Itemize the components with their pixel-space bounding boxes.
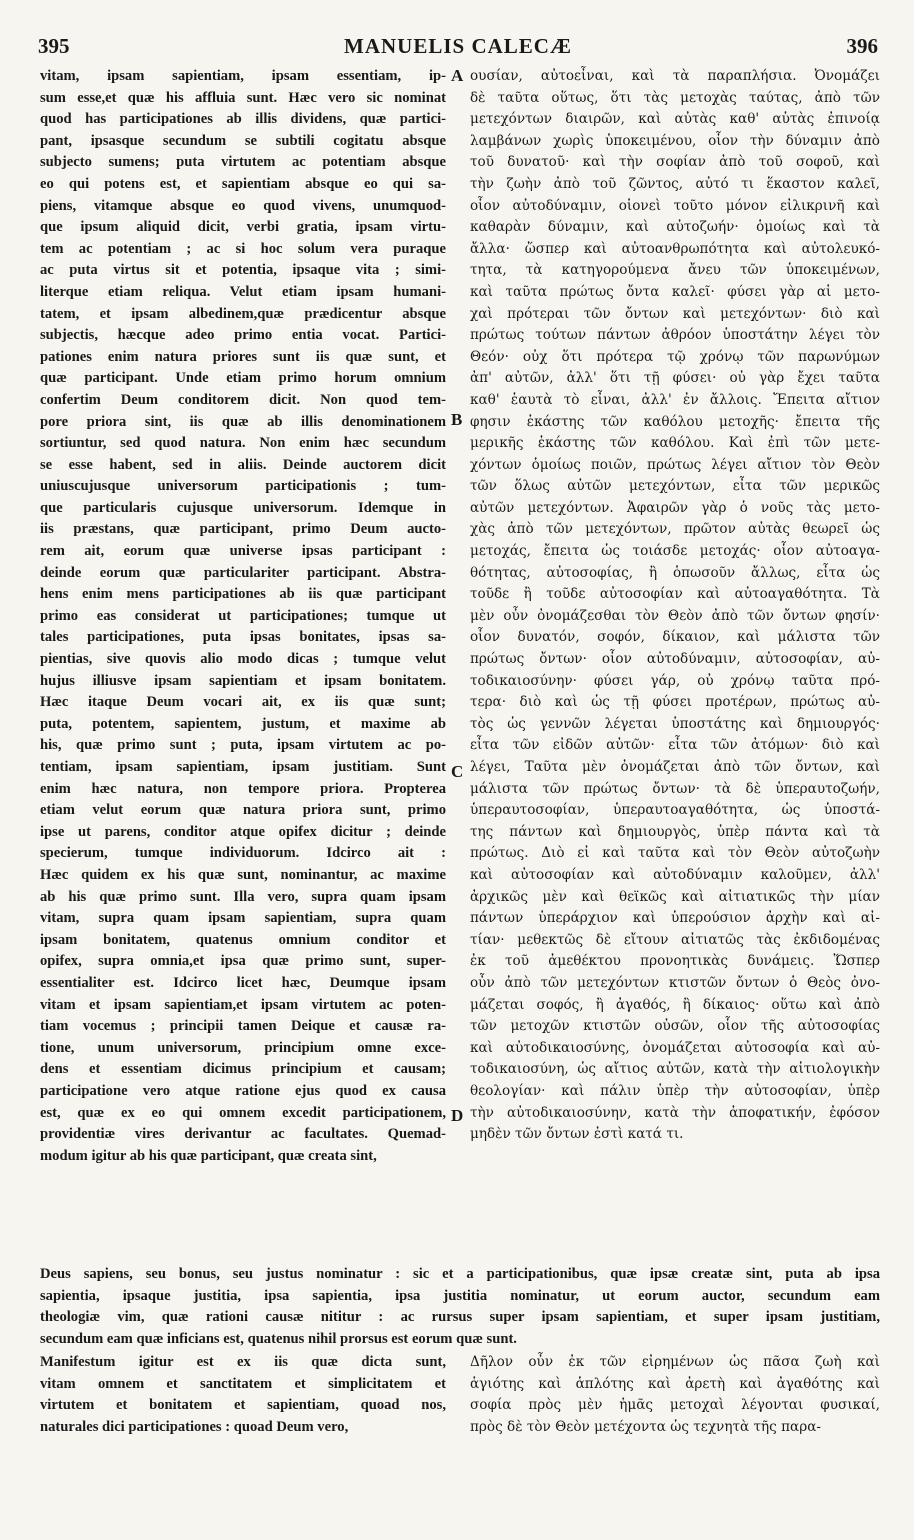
greek-column-lower (470, 1352, 880, 1438)
greek-text-line: χὰς ἀπὸ τῶν μετεχόντων, πρῶτον αὐτὰς θεωρεῖ ὡς (470, 521, 880, 538)
greek-text-line: δὲ ταῦτα οὕτως, ὅτι τὰς μετοχὰς ταύτας, ἀπὸ τῶν (470, 89, 880, 106)
latin-text-line: dens et essentiam dicimus principium et causam; (40, 1061, 446, 1078)
latin-text-line: Hæc itaque Deum vocari ait, ex iis quæ sunt; (40, 694, 446, 711)
section-marker-b: B (451, 410, 463, 429)
greek-text-line: ἄλλα· ὥσπερ καὶ αὐτοανθρωπότητα καὶ αὐτολευκό- (470, 240, 880, 257)
latin-text-line: subjectis, hæcque adeo primo entia vocat. Partici- (40, 327, 446, 344)
spanning-text-line: theologiæ vim, quæ rationi causæ nititur : ac rursus super ipsam sapientiam, et super ipsam justitiam, (40, 1309, 880, 1326)
latin-text-line: sum esse,et quæ his affluia sunt. Hæc vero sic nominat (40, 89, 446, 106)
page-number-right: 396 (846, 34, 878, 58)
greek-text-line: Θεόν· οὐχ ὅτι πρότερα τῷ χρόνῳ τῶν παρωνύμων (470, 348, 880, 365)
latin-text-line: Manifestum igitur est ex iis quæ dicta sunt, (40, 1354, 446, 1370)
greek-text-line: αὐτῶν μετεχόντων. Ἀφαιρῶν γὰρ ὁ νοῦς τὰς μετο- (470, 499, 880, 516)
latin-text-line: his, quæ primo sunt ; puta, ipsam virtutem ac po- (40, 737, 446, 754)
greek-text-line: Δῆλον οὖν ἐκ τῶν εἰρημένων ὡς πᾶσα ζωὴ καὶ (470, 1354, 880, 1370)
latin-text-line: que particularis cujusque universorum. Idemque in (40, 499, 446, 516)
latin-text-line: quod has participationes ab illis dividens, quæ partici- (40, 111, 446, 128)
latin-text-line: tatem, et ipsam albedinem,quæ prædicentur absque (40, 305, 446, 322)
greek-text-line: οὖν ἀπὸ τῶν μετεχόντων κτιστῶν ὄντων ὁ Θεὸς ὀνο- (470, 974, 880, 991)
greek-text-line: εἶτα τῶν εἰδῶν αὐτῶν· εἶτα τῶν ἀτόμων· διὸ καὶ (470, 737, 880, 754)
spanning-text-line: secundum eam quæ inficians est, quatenus nihil prorsus est eorum quæ sunt. (40, 1330, 517, 1347)
greek-text-line: καὶ αὐτοσοφίαν καὶ αὐτοδύναμιν καλοῦμεν, ἀλλ' (470, 866, 880, 883)
greek-text-line: μερικῆς ἑκάστης τῶν καθόλου. Καὶ ἐπὶ τῶν μετε- (470, 435, 880, 452)
greek-text-line: πρώτως ὄντων· οἷον αὐτοδύναμιν, αὐτοσοφίαν, αὐ- (470, 651, 880, 668)
greek-text-line: θεολογίαν· καὶ πάλιν ὑπὲρ τὴν αὐτοσοφίαν, ὑπὲρ (470, 1082, 880, 1099)
latin-text-line: se esse habent, sed in aliis. Deinde auctorem dicit (40, 456, 446, 473)
greek-text-line: λαμβάνων χωρὶς ὑποκειμένου, οἷον τὴν δύναμιν ἀπὸ (470, 132, 880, 149)
greek-text-line: μετεχόντων διαιρῶν, καὶ αὐτὰς καθ' αὑτὰς ἐπινοίᾳ (470, 111, 880, 128)
greek-text-line: τὴν ζωὴν ἀπὸ τοῦ ζῶντος, αὐτό τι ἕκαστον καλεῖ, (470, 175, 880, 192)
latin-text-line: enim hæc natura, non tempore priora. Propterea (40, 780, 446, 797)
greek-text-line: ἀπ' αὐτῶν, ἀλλ' ὅτι τῇ φύσει· οὐ γὰρ ἔχει ταῦτα (470, 370, 880, 387)
greek-text-line: πάντων ὑπεράρχιον καὶ ὑπερούσιον ἀρχὴν καὶ αἰ- (470, 910, 880, 927)
greek-text-line: τοῦδε ἢ τοῦδε αὐτοσοφίαν καὶ αὐτοαγαθότητα. Τὰ (470, 586, 880, 603)
latin-text-line: rem ait, eorum quæ universe ipsas participant : (40, 543, 446, 560)
latin-text-line: pant, ipsasque secundum se subtili cogitatu absque (40, 132, 446, 149)
latin-text-line: pationes enim natura priores sunt iis quæ sunt, et (40, 348, 446, 365)
latin-text-line: uniuscujusque universorum participationis ; tum- (40, 478, 446, 495)
latin-text-line: pore priora sint, iis quæ ab illis denominationem (40, 413, 446, 430)
greek-text-line: μηδὲν τῶν ὄντων ἐστὶ κατά τι. (470, 1126, 684, 1143)
greek-text-line: πρώτως. Διὸ εἰ καὶ ταῦτα καὶ τὸν Θεὸν αὐτοζωὴν (470, 845, 880, 862)
latin-text-line: primo eas considerat ut participationes; tumque ut (40, 607, 446, 624)
greek-column (470, 66, 880, 1146)
latin-text-line: pientias, sive quovis alio modo dicas ; tumque velut (40, 651, 446, 668)
latin-text-line: participatione vero atque ratione ejus quod ex causa (40, 1082, 446, 1099)
greek-text-line: ουσίαν, αὐτοεἶναι, καὶ τὰ παραπλήσια. Ὀνομάζει (470, 68, 880, 84)
latin-text-line: vitam, supra quam ipsam sapientiam, supra quam (40, 910, 446, 927)
page-header (38, 34, 878, 64)
latin-text-line: puta, potentem, sapientem, justum, et maxime ab (40, 715, 446, 732)
latin-text-line: subjecto sumens; puta virtutem ac potentiam absque (40, 154, 446, 171)
latin-text-line: vitam et ipsam sapientiam,et ipsam virtutem ac poten- (40, 996, 446, 1013)
latin-text-line: tentiam, ipsam sapientiam, ipsam justitiam. Sunt (40, 759, 446, 775)
latin-text-line: modum igitur ab his quæ participant, quæ creata sint, (40, 1147, 377, 1164)
greek-text-line: ἐκ τοῦ ἀμεθέκτου προνοητικὰς δυνάμεις. Ὥσπερ (470, 953, 880, 970)
latin-text-line: vitam omnem et sanctitatem et simplicitatem et (40, 1375, 446, 1392)
greek-text-line: τοδικαιοσύνην· φύσει γάρ, οὐ χρόνῳ ταῦτα πρό- (470, 672, 880, 689)
greek-text-line: τερα· διὸ καὶ ὡς τῇ φύσει προτέρων, πρώτως αὐ- (470, 694, 880, 711)
latin-text-line: eo qui potens est, et sapientiam absque eo qui sa- (40, 175, 446, 192)
running-title: MANUELIS CALECÆ (344, 34, 572, 58)
greek-text-line: χαὶ πρότεραι τῶν ὄντων καὶ μετεχόντων· διὸ καὶ (470, 305, 880, 322)
greek-text-line: φησιν ἑκάστης τῶν καθόλου μετοχῆς· ἔπειτα τῆς (470, 413, 880, 430)
latin-text-line: virtutem et bonitatem et sapientiam, quoad nos, (40, 1397, 446, 1414)
greek-text-line: καθαρὰν δύναμιν, καὶ αὐτοζωήν· ὁμοίως καὶ τὰ (470, 219, 880, 236)
greek-text-line: πρὸς δὲ τὸν Θεὸν μετέχοντα ὡς τεχνητὰ τῆς παρα- (470, 1418, 821, 1435)
latin-text-line: ab his quæ primo sunt. Illa vero, supra quam ipsam (40, 888, 446, 905)
latin-text-line: hens enim mens participationes ab iis quæ participant (40, 586, 446, 603)
latin-text-line: literque etiam reliqua. Velut etiam ipsam humani- (40, 283, 446, 300)
greek-text-line: λέγει, Ταῦτα μὲν ὀνομάζεται ἀπὸ τῶν ὄντων, καὶ (470, 759, 880, 775)
spanning-text-line: sapientia, ipsaque justitia, ipsa sapientia, ipsa justitia nominatur, ut eorum auctor, secundum eam (40, 1287, 880, 1304)
spanning-paragraph (40, 1264, 880, 1350)
greek-text-line: μάλιστα τῶν πρώτως ὄντων· τὰ δὲ ὑπεραυτοζωήν, (470, 780, 880, 797)
greek-text-line: μετοχάς, ἔπειτα ὡς τοιάσδε μετοχάς· οἷον αὐτοαγα- (470, 543, 880, 560)
greek-text-line: οἷον δυνατόν, σοφόν, δίκαιον, καὶ μάλιστα τῶν (470, 629, 880, 646)
greek-text-line: καὶ ταῦτα πρώτως ὄντα καλεῖ· φύσει γὰρ αἱ μετο- (470, 283, 880, 300)
greek-text-line: τῶν μετοχῶν κτιστῶν οὐσῶν, οἷον τῆς αὐτοσοφίας (470, 1018, 880, 1035)
greek-text-line: τὸς ὡς γεννῶν λέγεται ὑποστάτης καὶ δημιουργός· (470, 715, 880, 732)
latin-text-line: ipsam bonitatem, quatenus omnium conditor et (40, 931, 446, 948)
greek-text-line: ὑπεραυτοσοφίαν, ὑπεραυτοαγαθότητα, ὡς ὑποστά- (470, 802, 880, 819)
latin-text-line: vitam, ipsam sapientiam, ipsam essentiam, ip- (40, 68, 446, 84)
spanning-text-line: Deus sapiens, seu bonus, seu justus nominatur : sic et a participationibus, quæ ipsæ creatæ sint, puta ab ipsa (40, 1266, 880, 1282)
latin-column-lower (40, 1352, 446, 1438)
greek-text-line: σοφία πρὸς μὲν ἡμᾶς μετοχαὶ λέγονται φυσικαί, (470, 1397, 880, 1414)
greek-text-line: τητα, τὰ κατηγορούμενα ἄνευ τῶν ὑποκειμένων, (470, 262, 880, 279)
greek-text-line: ἁγιότης καὶ ἁπλότης καὶ ἀρετὴ καὶ ἀγαθότης καὶ (470, 1375, 880, 1392)
latin-text-line: est, quæ ex eo qui omnem excedit participationem, (40, 1104, 446, 1121)
greek-text-line: καθ' ἑαυτὰ τὸ εἶναι, ἀλλ' ἐν ἄλλοις. Ἔπειτα αἴτιον (470, 391, 880, 408)
greek-text-line: πρώτως τούτων πάντων ἀθρόον ὑποστάτην λέγει τὸν (470, 327, 880, 344)
greek-text-line: τοῦ δυνατοῦ· καὶ τὴν σοφίαν ἀπὸ τοῦ σοφοῦ, καὶ (470, 154, 880, 171)
greek-text-line: μὲν οὖν ὀνομάζεσθαι τὸν Θεὸν ἀπὸ τῶν ὄντων φησίν· (470, 607, 880, 624)
latin-text-line: que ipsum aliquid dicit, verbi gratia, ipsam virtu- (40, 219, 446, 236)
greek-text-line: χόντων ὁμοίως ποιῶν, πρώτως λέγει αἴτιον τὸν Θεὸν (470, 456, 880, 473)
latin-text-line: tem ac potentiam ; ac si hoc solum vera puraque (40, 240, 446, 257)
latin-text-line: tione, unum universorum, principium omne exce- (40, 1039, 446, 1056)
greek-text-line: τῶν ὅλως αὐτῶν μετεχόντων, εἶτα τῶν μερικῶς (470, 478, 880, 495)
latin-text-line: sortiuntur, sed quod natura. Non enim hæc secundum (40, 435, 446, 452)
latin-text-line: deinde eorum quæ particulariter participant. Abstra- (40, 564, 446, 581)
latin-text-line: essentialiter est. Idcirco licet hæc, Deumque ipsam (40, 974, 446, 991)
latin-text-line: etiam velut eorum quæ natura priora sunt, primo (40, 802, 446, 819)
latin-text-line: tiam vocemus ; principii tamen Deique et causæ ra- (40, 1018, 446, 1035)
greek-text-line: τὴν αὐτοδικαιοσύνην, κατὰ τὴν ἀποφατικήν, ἐφόσον (470, 1104, 880, 1121)
latin-text-line: piens, vitamque absque eo quod vivens, unumquod- (40, 197, 446, 214)
section-marker-a: A (451, 66, 464, 85)
section-marker-c: C (451, 762, 464, 781)
latin-text-line: tales participationes, puta ipsas bonitates, ipsas sa- (40, 629, 446, 646)
greek-text-line: ἀρχικῶς μὲν καὶ θεϊκῶς καὶ αἰτιατικῶς τὴν μίαν (470, 888, 880, 905)
greek-text-line: μάζεται σοφός, ἢ ἀγαθός, ἢ δίκαιος· οὕτω καὶ ἀπὸ (470, 996, 880, 1013)
greek-text-line: θότητας, αὐτοσοφίας, ἢ ὁπωσοῦν ἄλλως, εἶτα ὡς (470, 564, 880, 581)
latin-text-line: opifex, supra omnia,et ipsa quæ primo sunt, super- (40, 953, 446, 970)
latin-text-line: naturales dici participationes : quoad Deum vero, (40, 1418, 349, 1435)
latin-text-line: providentiæ vires derivantur ac facultates. Quemad- (40, 1126, 446, 1143)
latin-text-line: Hæc quidem ex his quæ sunt, nominantur, ac maxime (40, 866, 446, 883)
greek-text-line: της πάντων καὶ δημιουργὸς, ὑπὲρ πάντα καὶ τὰ (470, 823, 880, 840)
page-number-left: 395 (38, 34, 70, 58)
greek-text-line: τίαν· μεθεκτῶς δὲ εἴτουν αἰτιατῶς τὰς ἐκδιδομένας (470, 931, 880, 948)
latin-text-line: confertim Deum conditorem dicit. Non quod tem- (40, 391, 446, 408)
section-marker-d: D (451, 1106, 464, 1125)
latin-text-line: hujus illiusve ipsam sapientiam et ipsam bonitatem. (40, 672, 446, 689)
latin-text-line: iis præstans, quæ participant, primo Deum aucto- (40, 521, 446, 538)
latin-text-line: specierum, tumque individuorum. Idcirco ait : (40, 845, 446, 862)
greek-text-line: καὶ αὐτοδικαιοσύνης, ὀνομάζεται αὐτοσοφία καὶ αὐ- (470, 1039, 880, 1056)
greek-text-line: τοδικαιοσύνη, ὡς αἴτιος αὐτῶν, κατὰ τὴν αἰτιολογικὴν (470, 1061, 880, 1078)
latin-text-line: quæ participant. Unde etiam primo horum omnium (40, 370, 446, 387)
latin-column (40, 66, 446, 1167)
latin-text-line: ipse ut parens, conditor atque opifex dicitur ; deinde (40, 823, 446, 840)
latin-text-line: ac puta virtus sit et potentia, ipsaque vita ; simi- (40, 262, 446, 279)
greek-text-line: οἷον αὐτοδύναμιν, οἱονεὶ τοῦτο μόνον εἰλικρινῆ καὶ (470, 197, 880, 214)
